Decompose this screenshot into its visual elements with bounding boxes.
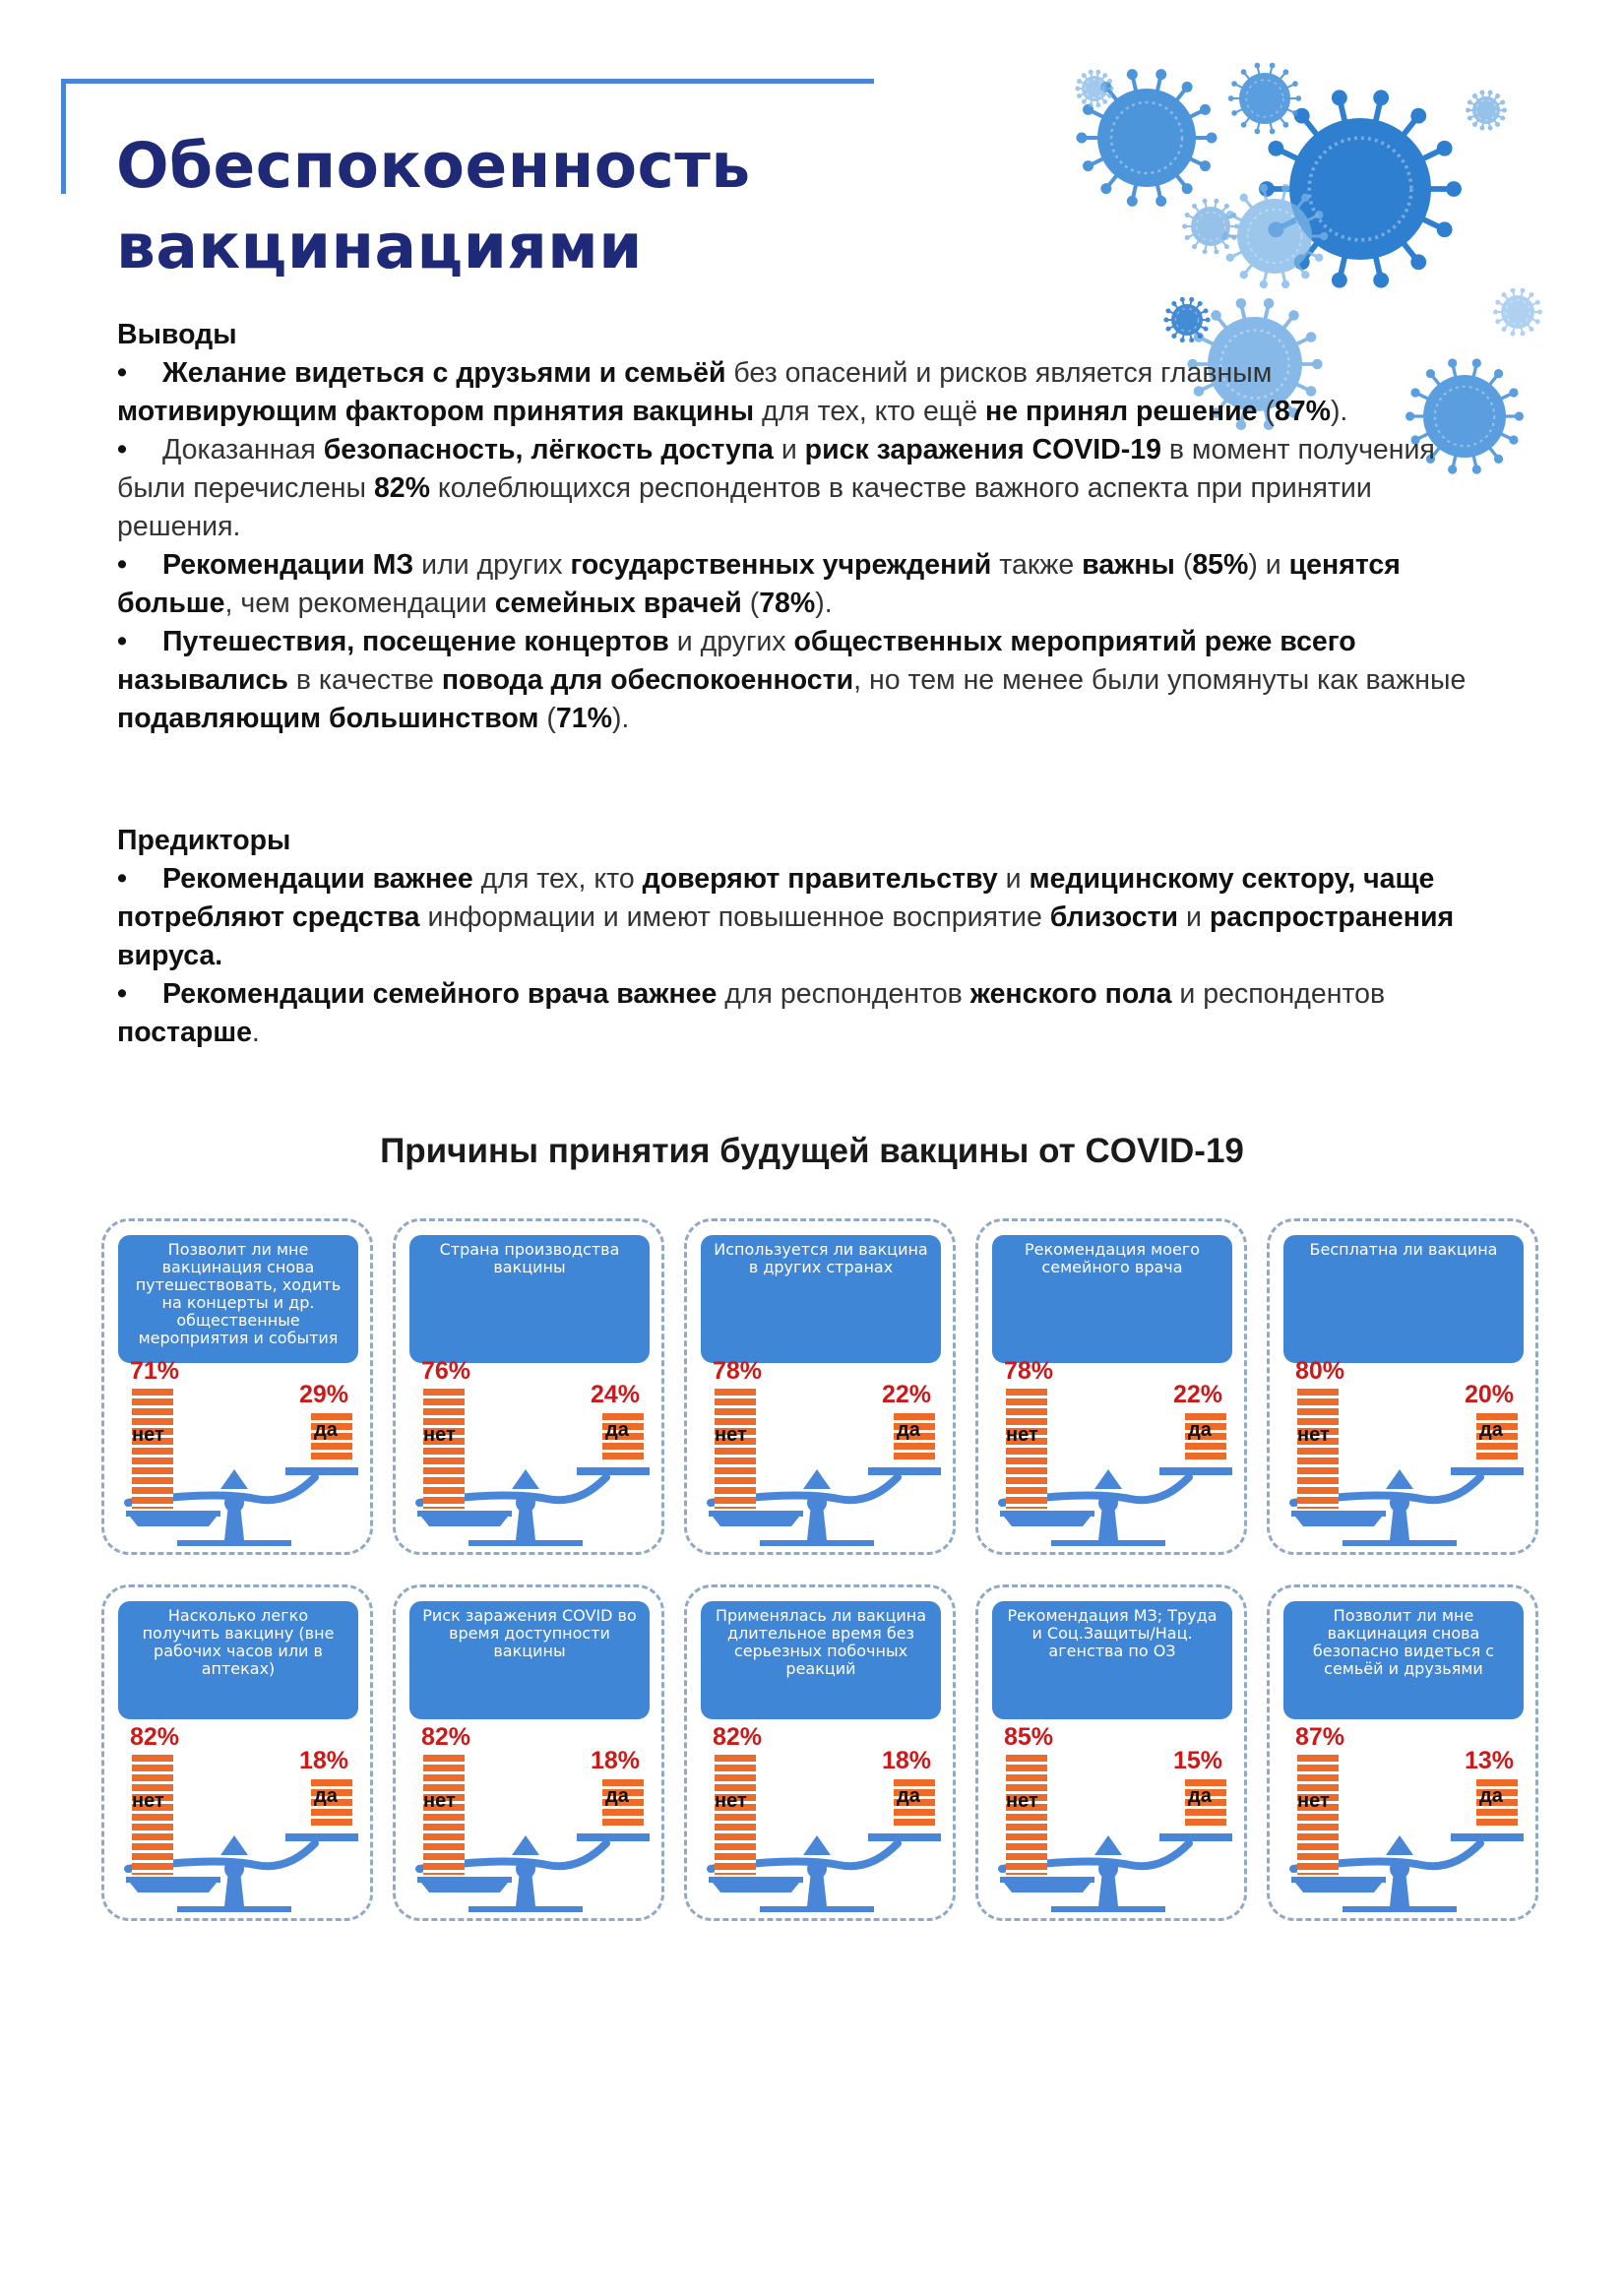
emphasis-text: повода для обеспокоенности [441, 664, 854, 696]
body-text: и других [668, 626, 794, 657]
no-stack-bar [1297, 1755, 1339, 1875]
body-text: . [251, 1017, 260, 1048]
virus-icon [1466, 90, 1507, 130]
question-box: Насколько легко получить вакцину (вне рабочих часов или в аптеках) [118, 1601, 358, 1719]
yes-percent: 22% [1172, 1381, 1222, 1408]
question-box: Позволит ли мне вакцинация снова безопасно видеться с семьёй и друзьями [1283, 1601, 1524, 1719]
emphasis-text: Рекомендации МЗ [162, 549, 414, 581]
bullet-icon: • [117, 863, 127, 895]
reason-card [975, 1218, 1247, 1555]
reason-card [684, 1584, 956, 1921]
yes-percent: 20% [1464, 1381, 1514, 1408]
no-label: нет [1006, 1424, 1038, 1446]
bullet-icon: • [117, 357, 127, 389]
body-text: ). [815, 588, 833, 619]
conclusions-heading: Выводы [117, 319, 237, 350]
yes-label: да [1188, 1785, 1212, 1807]
yes-percent: 15% [1172, 1747, 1222, 1774]
emphasis-text: ценятся больше [117, 549, 1401, 619]
predictors-section [117, 822, 1495, 1052]
conclusions-item [117, 623, 1495, 738]
no-label: нет [1297, 1424, 1330, 1446]
body-text: без опасений и рисков является главным [725, 357, 1273, 389]
bullet-icon: • [117, 978, 127, 1010]
body-text: колеблющихся респондентов в качестве важного аспекта при принятии решения. [117, 472, 1372, 542]
body-text: для тех, кто ещё [754, 396, 986, 427]
reason-card [101, 1584, 373, 1921]
body-text: , но тем не менее были упомянуты как важные [853, 664, 1467, 696]
yes-label: да [897, 1419, 920, 1441]
no-label: нет [423, 1790, 456, 1812]
yes-percent: 18% [881, 1747, 931, 1774]
yes-percent: 13% [1464, 1747, 1514, 1774]
question-box: Применялась ли вакцина длительное время без серьезных побочных реакций [701, 1601, 941, 1719]
yes-percent: 18% [298, 1747, 348, 1774]
reason-card [393, 1218, 664, 1555]
no-label: нет [715, 1424, 747, 1446]
emphasis-text: мотивирующим фактором принятия вакцины [117, 396, 755, 427]
no-percent: 87% [1295, 1723, 1345, 1751]
no-percent: 78% [1004, 1357, 1054, 1385]
page-title-line-2: вакцинациями [116, 211, 643, 282]
reason-card [1267, 1218, 1538, 1555]
body-text: или других [413, 549, 571, 581]
no-label: нет [132, 1790, 164, 1812]
no-stack-bar [715, 1755, 756, 1875]
emphasis-text: распространения вируса. [117, 901, 1455, 971]
predictors-item [117, 975, 1495, 1052]
question-box: Бесплатна ли вакцина [1283, 1235, 1524, 1363]
body-text: и респондентов [1171, 978, 1386, 1010]
yes-label: да [1188, 1419, 1212, 1441]
body-text: , чем рекомендации [224, 588, 495, 619]
emphasis-text: безопасность, лёгкость доступа [323, 434, 774, 465]
yes-percent: 18% [590, 1747, 640, 1774]
yes-label: да [314, 1785, 338, 1807]
reason-card [101, 1218, 373, 1555]
no-stack-bar [423, 1755, 465, 1875]
predictors-heading: Предикторы [117, 825, 291, 856]
body-text: ( [1257, 396, 1275, 427]
yes-percent: 29% [298, 1381, 348, 1408]
body-text: Доказанная [162, 434, 324, 465]
question-box: Риск заражения COVID во время доступности вакцины [409, 1601, 650, 1719]
emphasis-text: общественных мероприятий реже всего назывались [117, 626, 1356, 696]
emphasis-text: важны [1082, 549, 1175, 581]
no-label: нет [1006, 1790, 1038, 1812]
reason-card [393, 1584, 664, 1921]
predictors-list [117, 860, 1495, 1052]
question-box: Позволит ли мне вакцинация снова путешествовать, ходить на концерты и др. общественные мероприятия и события [118, 1235, 358, 1363]
emphasis-text: Рекомендации важнее [162, 863, 473, 895]
no-stack-bar [1006, 1389, 1047, 1509]
body-text: и [997, 863, 1030, 895]
body-text: для тех, кто [472, 863, 643, 895]
virus-icon [1182, 199, 1239, 254]
no-percent: 78% [713, 1357, 763, 1385]
body-text: ( [1174, 549, 1193, 581]
emphasis-text: 82% [373, 472, 430, 504]
emphasis-text: Рекомендации семейного врача важнее [162, 978, 718, 1010]
page-title [116, 126, 751, 287]
virus-icon [1228, 63, 1301, 135]
conclusions-section [117, 316, 1495, 738]
title-frame-left [61, 79, 66, 194]
yes-label: да [605, 1785, 629, 1807]
reason-card [975, 1584, 1247, 1921]
no-percent: 82% [713, 1723, 763, 1751]
no-stack-bar [423, 1389, 465, 1509]
page-title-line-1: Обеспокоенность [116, 130, 751, 202]
no-percent: 71% [130, 1357, 180, 1385]
body-text: для респондентов [717, 978, 970, 1010]
emphasis-text: риск заражения COVID-19 [804, 434, 1161, 465]
yes-label: да [897, 1785, 920, 1807]
conclusions-item [117, 431, 1495, 546]
emphasis-text: Путешествия, посещение концертов [162, 626, 669, 657]
yes-label: да [1479, 1785, 1503, 1807]
emphasis-text: медицинскому сектору, чаще потребляют средства [117, 863, 1435, 933]
no-percent: 80% [1295, 1357, 1345, 1385]
emphasis-text: семейных врачей [494, 588, 742, 619]
emphasis-text: постарше [117, 1017, 252, 1048]
no-label: нет [715, 1790, 747, 1812]
reason-card [684, 1218, 956, 1555]
bullet-icon: • [117, 626, 127, 657]
emphasis-text: Желание видеться с друзьями и семьёй [162, 357, 726, 389]
no-percent: 82% [421, 1723, 471, 1751]
bullet-icon: • [117, 434, 127, 465]
no-stack-bar [132, 1755, 173, 1875]
emphasis-text: близости [1049, 901, 1179, 933]
predictors-item [117, 860, 1495, 975]
no-stack-bar [132, 1389, 173, 1509]
body-text: ) и [1248, 549, 1289, 581]
reason-card [1267, 1584, 1538, 1921]
body-text: и [1178, 901, 1210, 933]
emphasis-text: 78% [759, 588, 816, 619]
emphasis-text: подавляющим большинством [117, 703, 539, 734]
emphasis-text: не принял решение [985, 396, 1258, 427]
conclusions-list [117, 354, 1495, 738]
yes-label: да [314, 1419, 338, 1441]
yes-label: да [1479, 1419, 1503, 1441]
chart-title: Причины принятия будущей вакцины от COVID-19 [380, 1132, 1244, 1170]
virus-icon [1493, 288, 1542, 337]
no-stack-bar [1297, 1389, 1339, 1509]
conclusions-item [117, 354, 1495, 431]
bullet-icon: • [117, 549, 127, 581]
emphasis-text: 85% [1192, 549, 1249, 581]
body-text: ). [611, 703, 630, 734]
no-label: нет [132, 1424, 164, 1446]
no-percent: 76% [421, 1357, 471, 1385]
virus-icon [1075, 70, 1113, 107]
body-text: ). [1330, 396, 1348, 427]
no-label: нет [1297, 1790, 1330, 1812]
body-text: ( [741, 588, 760, 619]
body-text: в качестве [287, 664, 442, 696]
no-stack-bar [715, 1389, 756, 1509]
emphasis-text: 87% [1274, 396, 1331, 427]
body-text: в момент получения были перечислены [117, 434, 1435, 504]
question-box: Используется ли вакцина в других странах [701, 1235, 941, 1363]
emphasis-text: доверяют правительству [642, 863, 998, 895]
body-text: также [991, 549, 1083, 581]
emphasis-text: государственных учреждений [570, 549, 992, 581]
question-box: Рекомендация моего семейного врача [992, 1235, 1232, 1363]
body-text: информации и имеют повышенное восприятие [419, 901, 1050, 933]
no-percent: 85% [1004, 1723, 1054, 1751]
no-label: нет [423, 1424, 456, 1446]
yes-label: да [605, 1419, 629, 1441]
no-stack-bar [1006, 1755, 1047, 1875]
emphasis-text: женского пола [969, 978, 1172, 1010]
question-box: Рекомендация МЗ; Труда и Соц.Защиты/Нац. агенства по ОЗ [992, 1601, 1232, 1719]
conclusions-item [117, 546, 1495, 623]
body-text: и [773, 434, 805, 465]
body-text: ( [538, 703, 556, 734]
no-percent: 82% [130, 1723, 180, 1751]
question-box: Страна производства вакцины [409, 1235, 650, 1363]
emphasis-text: 71% [555, 703, 612, 734]
title-frame-top [61, 79, 874, 84]
yes-percent: 24% [590, 1381, 640, 1408]
yes-percent: 22% [881, 1381, 931, 1408]
